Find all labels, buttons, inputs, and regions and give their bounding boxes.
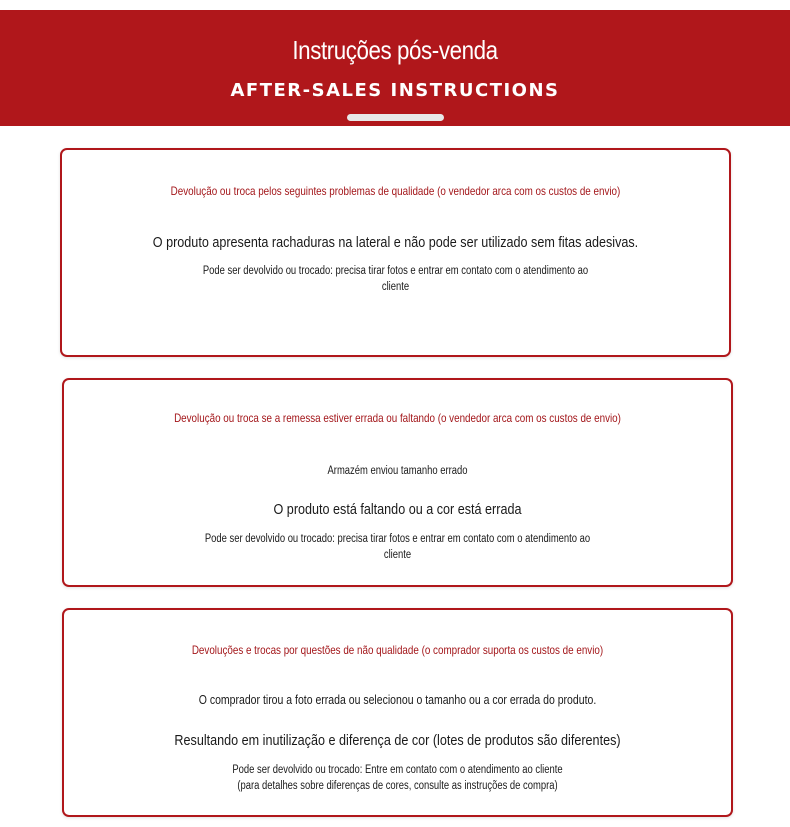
- card-main-text: Resultando em inutilização e diferença de cor (lotes de produtos são diferentes): [174, 732, 621, 749]
- card-title: Devoluções e trocas por questões de não qualidade (o comprador suporta os custos de envio): [191, 643, 604, 657]
- card-note-line2: cliente: [383, 549, 412, 561]
- card-title: Devolução ou troca pelos seguintes problemas de qualidade (o vendedor arca com os custos de envio): [170, 184, 621, 198]
- card-note-line2: cliente: [381, 281, 410, 293]
- page-title: Instruções pós-venda: [292, 35, 498, 65]
- header-decorative-bar: [347, 114, 444, 121]
- card-non-quality: [62, 608, 733, 817]
- card-main-text: O produto apresenta rachaduras na lateral e não pode ser utilizado sem fitas adesivas.: [152, 234, 639, 251]
- card-title: Devolução ou troca se a remessa estiver errada ou faltando (o vendedor arca com os custos de envio): [174, 411, 621, 425]
- card-note-line1: Pode ser devolvido ou trocado: precisa tirar fotos e entrar em contato com o atendimento ao: [202, 265, 589, 277]
- card-detail-text: O comprador tirou a foto errada ou selecionou o tamanho ou a cor errada do produto.: [198, 693, 597, 707]
- card-note-line2: (para detalhes sobre diferenças de cores, consulte as instruções de compra): [237, 780, 558, 792]
- card-note-line1: Pode ser devolvido ou trocado: Entre em contato com o atendimento ao cliente: [232, 764, 563, 776]
- page-header: [0, 10, 790, 126]
- card-note-line1: Pode ser devolvido ou trocado: precisa tirar fotos e entrar em contato com o atendimento ao: [204, 533, 591, 545]
- card-main-text: O produto está faltando ou a cor está errada: [273, 501, 522, 518]
- card-wrong-shipment: [62, 378, 733, 587]
- card-detail-text: Armazém enviou tamanho errado: [327, 465, 468, 477]
- page-subtitle: AFTER-SALES INSTRUCTIONS: [230, 80, 560, 101]
- card-quality-problems: [60, 148, 731, 357]
